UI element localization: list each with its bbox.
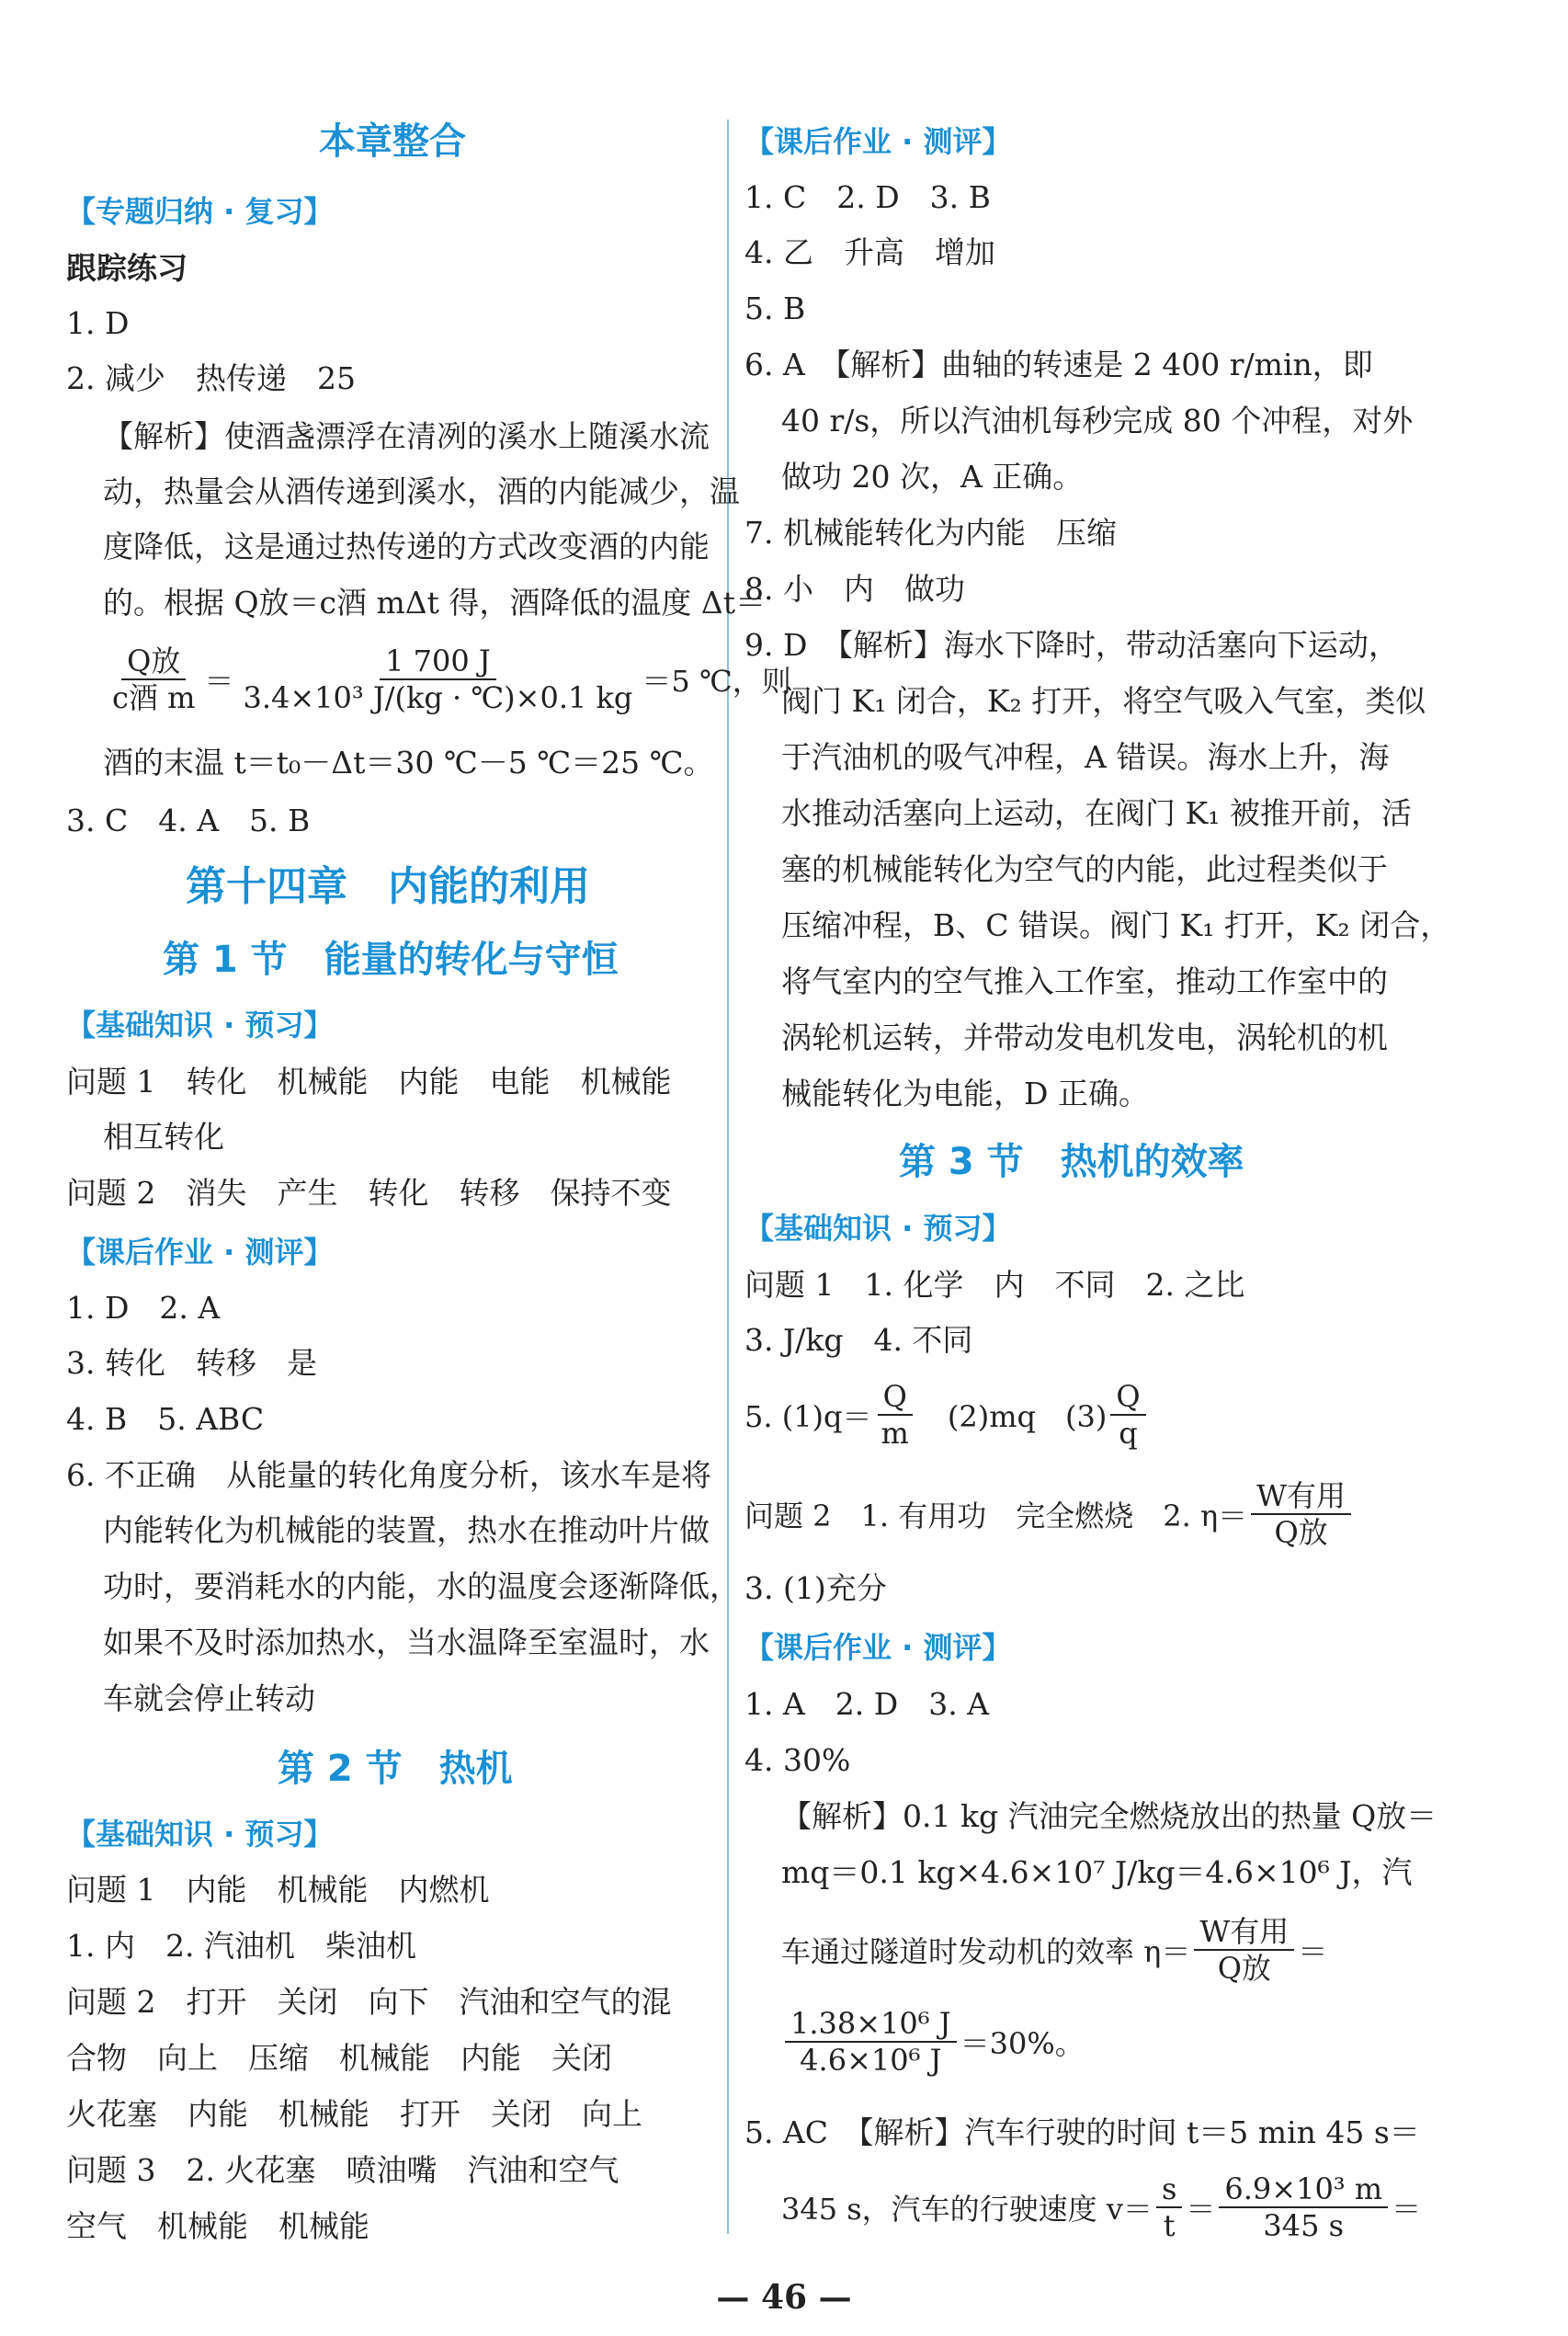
section-label: 【基础知识 · 预习】 [744,1211,1012,1246]
answer-line: 9. D 【解析】海水下降时，带动活塞向下运动， [744,627,1399,663]
fraction: $\frac{\text{Q放}}{\text{c酒 m}}$ [112,644,196,715]
formula-line: $\frac{\text{Q放}}{\text{c酒 m}}$ ＝ $\frac{1 700 J}{\text{3.4×10³ J/(kg · ℃)×0.1 kg}}$ ＝5 ℃，则 [103,644,791,715]
section-label: 【课后作业 · 测评】 [744,124,1012,159]
chapter-summary-title: 本章整合 [319,120,466,163]
answer-line: 2. 减少 热传递 25 [66,360,356,396]
answer-line: 问题 2 打开 关闭 向下 汽油和空气的混 [66,1984,672,2020]
fraction: $\frac{Q}{m}$ [876,1379,915,1451]
fraction: $\frac{\text{W有用}}{\text{Q放}}$ [1194,1914,1294,1986]
formula-line: 问题 2 1. 有用功 完全燃烧 2. η＝ $\frac{\text{W有用}}{\text{Q放}}$ [744,1478,1355,1550]
answer-line: 3. J/kg 4. 不同 [744,1322,973,1358]
section-label: 【基础知识 · 预习】 [66,1817,334,1852]
fraction: $\frac{1 700 J}{\text{3.4×10³ J/(kg · ℃)×0.1 kg}}$ [243,644,633,715]
answer-line: 3. (1)充分 [744,1570,887,1606]
answer-line: 将气室内的空气推入工作室，推动工作室中的 [781,963,1388,999]
explanation-line: 度降低，这是通过热传递的方式改变酒的内能 [103,529,710,564]
answer-line: 火花塞 内能 机械能 打开 关闭 向上 [66,2096,642,2132]
section-label: 【基础知识 · 预习】 [66,1008,334,1043]
answer-line: 做功 20 次，A 正确。 [781,459,1084,495]
answer-line: 1. D 2. A [66,1290,221,1326]
answer-line: 问题 1 转化 机械能 内能 电能 机械能 [66,1064,672,1100]
section-title: 第 3 节 热机的效率 [899,1141,1244,1183]
formula-line: 5. (1)q＝ $\frac{Q}{m}$ (2)mq (3) $\frac{Q}{q}$ [744,1379,1150,1451]
formula-line: 345 s，汽车的行驶速度 v＝ $\frac{s}{t}$ ＝ $\frac{\text{6.9×10³ m}}{345 s}$ ＝ [781,2171,1422,2243]
explanation-line: 【解析】使酒盏漂浮在清冽的溪水上随溪水流 [103,418,710,454]
explanation-line: 酒的末温 t＝t₀－Δt＝30 ℃－5 ℃＝25 ℃。 [103,745,714,781]
answer-line: 水推动活塞向上运动，在阀门 K₁ 被推开前，活 [781,795,1412,831]
answer-line: 6. A 【解析】曲轴的转速是 2 400 r/min，即 [744,347,1373,382]
formula-line: $\frac{\text{1.38×10⁶ J}}{\text{4.6×10⁶ J}}$ ＝30%。 [781,2006,1085,2078]
answer-line: 5. AC 【解析】汽车行驶的时间 t＝5 min 45 s＝ [744,2114,1420,2150]
answer-line: 8. 小 内 做功 [744,571,965,607]
column-divider [727,120,729,2234]
answer-line: 7. 机械能转化为内能 压缩 [744,515,1117,551]
section-label: 【课后作业 · 测评】 [744,1630,1012,1665]
answer-line: 车就会停止转动 [103,1681,315,1716]
answer-line: 6. 不正确 从能量的转化角度分析，该水车是将 [66,1457,711,1493]
section-label: 【课后作业 · 测评】 [66,1235,334,1270]
answer-line: 3. C 4. A 5. B [66,803,311,838]
page-number: — 46 — [716,2278,852,2317]
subheading: 跟踪练习 [66,250,187,286]
answer-line: 3. 转化 转移 是 [66,1345,317,1381]
explanation-line: 的。根据 Q放＝c酒 mΔt 得，酒降低的温度 Δt＝ [103,585,766,621]
answer-line: 内能转化为机械能的装置，热水在推动叶片做 [103,1512,710,1548]
answer-line: 合物 向上 压缩 机械能 内能 关闭 [66,2040,612,2076]
section-title: 第 1 节 能量的转化与守恒 [163,939,619,981]
answer-line: 功时，要消耗水的内能，水的温度会逐渐降低， [103,1568,740,1604]
explanation-line: mq＝0.1 kg×4.6×10⁷ J/kg＝4.6×10⁶ J，汽 [781,1854,1413,1890]
answer-line: 1. C 2. D 3. B [744,179,991,215]
answer-line: 问题 1 内能 机械能 内燃机 [66,1872,490,1908]
answer-line: 械能转化为电能，D 正确。 [781,1076,1149,1111]
answer-line: 5. B [744,291,806,326]
answer-line: 1. D [66,305,130,341]
answer-line: 于汽油机的吸气冲程，A 错误。海水上升，海 [781,739,1390,775]
answer-line: 压缩冲程，B、C 错误。阀门 K₁ 打开，K₂ 闭合， [781,907,1451,943]
answer-line: 问题 3 2. 火花塞 喷油嘴 汽油和空气 [66,2152,619,2188]
answer-line: 40 r/s，所以汽油机每秒完成 80 个冲程，对外 [781,403,1414,439]
answer-line: 4. B 5. ABC [66,1401,265,1437]
answer-line: 4. 30% [744,1742,851,1778]
fraction: $\frac{\text{1.38×10⁶ J}}{\text{4.6×10⁶ J}}$ [785,2006,957,2078]
section-title: 第 2 节 热机 [278,1748,513,1790]
fraction: $\frac{\text{W有用}}{\text{Q放}}$ [1251,1478,1351,1550]
answer-line: 4. 乙 升高 增加 [744,234,995,270]
section-label: 【专题归纳 · 复习】 [66,194,334,229]
answer-line: 问题 2 消失 产生 转化 转移 保持不变 [66,1175,672,1211]
answer-line: 1. A 2. D 3. A [744,1686,990,1722]
fraction: $\frac{s}{t}$ [1156,2171,1182,2243]
explanation-line: 动，热量会从酒传递到溪水，酒的内能减少，温 [103,473,740,509]
answer-line: 塞的机械能转化为空气的内能，此过程类似于 [781,851,1388,887]
fraction: $\frac{Q}{q}$ [1110,1379,1145,1451]
chapter-title: 第十四章 内能的利用 [186,863,590,910]
formula-line: 车通过隧道时发动机的效率 η＝ $\frac{\text{W有用}}{\text{Q放}}$ ＝ [781,1914,1328,1986]
answer-line: 如果不及时添加热水，当水温降至室温时，水 [103,1624,710,1660]
answer-line: 相互转化 [103,1119,224,1155]
answer-line: 1. 内 2. 汽油机 柴油机 [66,1928,416,1964]
answer-line: 空气 机械能 机械能 [66,2208,369,2244]
fraction: $\frac{\text{6.9×10³ m}}{345 s}$ [1219,2171,1388,2243]
explanation-line: 【解析】0.1 kg 汽油完全燃烧放出的热量 Q放＝ [781,1798,1437,1834]
answer-line: 涡轮机运转，并带动发电机发电，涡轮机的机 [781,1020,1388,1055]
answer-line: 问题 1 1. 化学 内 不同 2. 之比 [744,1267,1245,1303]
answer-line: 阀门 K₁ 闭合，K₂ 打开，将空气吸入气室，类似 [781,683,1426,719]
